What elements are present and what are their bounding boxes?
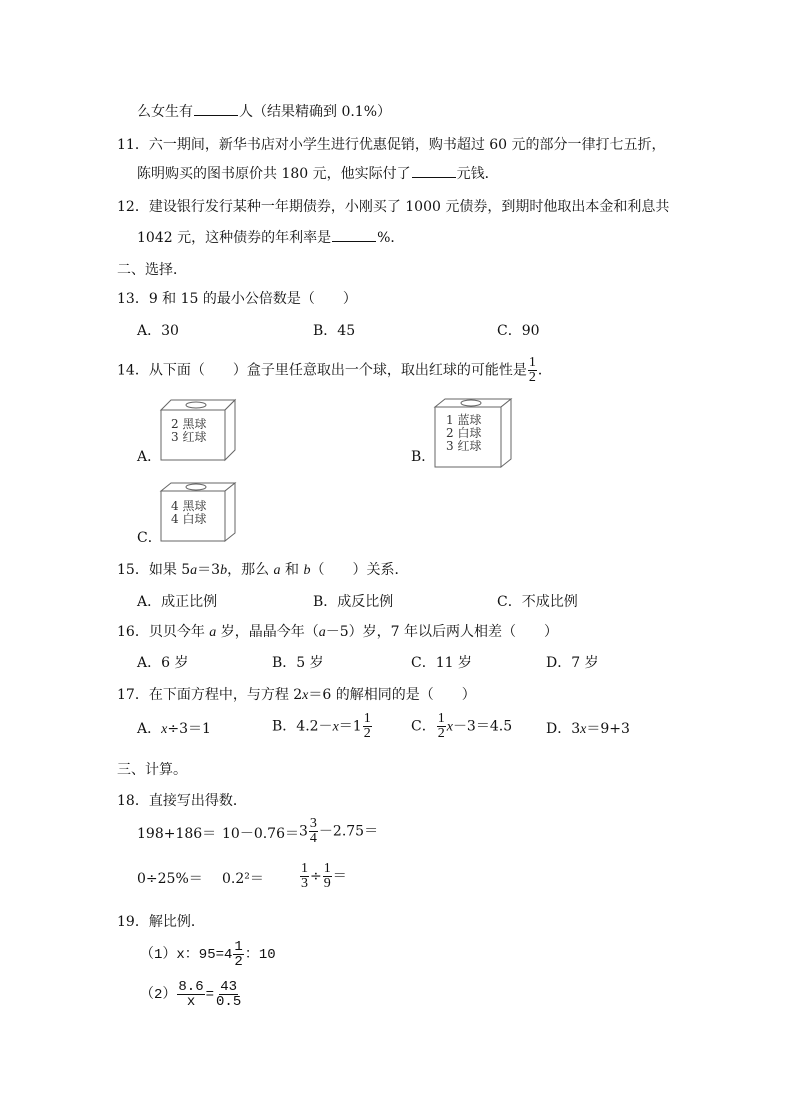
q16-option-b[interactable]: B．5 岁: [272, 655, 324, 671]
opt-label: A．: [137, 721, 162, 737]
expr-text: －2.75＝: [318, 823, 379, 840]
q17-stem: [117, 686, 476, 705]
expr-text: （2）: [140, 987, 177, 1004]
fraction: [363, 712, 372, 741]
frac-denominator: 0.5: [216, 994, 242, 1010]
box-a-label-2: 3 红球: [171, 430, 207, 444]
q16-stem: [117, 623, 558, 642]
q12-text: 1042 元，这种债券的年利率是: [137, 230, 332, 246]
frac-numerator: 1: [528, 355, 536, 370]
frac-numerator: 1: [301, 861, 308, 876]
frac-denominator: 2: [363, 726, 371, 741]
expr-text: ÷: [310, 868, 322, 885]
q11-line2: [137, 165, 499, 183]
box-b-label-3: 3 红球: [446, 439, 482, 453]
q18-expr-1: 198+186＝: [137, 826, 217, 842]
expr-text: =: [205, 987, 215, 1004]
section-heading-choice: 二、选择．: [117, 262, 187, 278]
q10-text: 么女生有: [137, 104, 193, 120]
var-x: x: [161, 722, 168, 737]
q12-line1: 12．建设银行发行某种一年期债券，小刚买了 1000 元债券，到期时他取出本金和利息共: [117, 199, 670, 215]
q14-option-a[interactable]: A．: [137, 449, 162, 465]
var-a: a: [318, 625, 326, 640]
q17-option-d[interactable]: [546, 720, 630, 739]
var-a: a: [190, 563, 198, 578]
frac-numerator: 1: [363, 711, 371, 726]
q15-text: ＝3: [197, 562, 221, 578]
q17-text: ＝6 的解相同的是（ ）: [308, 687, 476, 703]
q15-option-c[interactable]: C．不成比例: [497, 594, 578, 610]
frac-numerator: 43: [220, 979, 238, 995]
opt-label: C．: [411, 718, 436, 735]
fraction: [309, 817, 318, 846]
expr-text: ：10: [244, 947, 276, 964]
frac-denominator: 2: [234, 954, 243, 970]
var-a: a: [209, 625, 217, 640]
frac-numerator: 8.6: [178, 979, 204, 995]
q13-option-c[interactable]: C．90: [497, 323, 540, 339]
q10-text-after: 人（结果精确到 0.1%）: [239, 104, 392, 120]
fraction: [215, 980, 242, 1009]
q15-option-a[interactable]: A．成正比例: [137, 594, 218, 610]
var-a: a: [273, 563, 281, 578]
frac-denominator: 3: [301, 876, 308, 891]
opt-label: D．3: [546, 721, 581, 737]
q11-text: 陈明购买的图书原价共 180 元，他实际付了: [137, 166, 411, 182]
q17-option-c[interactable]: [411, 712, 512, 741]
q18-expr-5: 0.2²＝: [222, 871, 264, 887]
q17-option-b[interactable]: [272, 712, 373, 741]
frac-numerator: 1: [437, 711, 445, 726]
expr-text: 3: [299, 823, 308, 840]
expr-text: ＝: [332, 868, 347, 885]
q14-end: ．: [537, 362, 552, 379]
q18-expr-4: 0÷25%＝: [137, 871, 203, 887]
q15-text: 15．如果 5: [117, 562, 191, 578]
frac-numerator: 1: [323, 861, 331, 876]
var-b: b: [220, 563, 228, 578]
q18-expr-2: 10－0.76＝: [222, 826, 299, 842]
q11-blank[interactable]: [412, 165, 456, 178]
q10-blank[interactable]: [194, 103, 238, 116]
q12-text-after: %．: [377, 230, 405, 246]
q19-stem: 19．解比例．: [117, 914, 205, 930]
q15-text: （ ）关系．: [310, 562, 409, 578]
box-c-image: [159, 481, 237, 543]
q11-text-after: 元钱．: [456, 166, 499, 182]
q11-line1: 11．六一期间，新华书店对小学生进行优惠促销，购书超过 60 元的部分一律打七五折，: [117, 137, 666, 153]
q16-text: 岁，晶晶今年（: [216, 624, 319, 640]
opt-text: －3＝4.5: [452, 718, 513, 735]
var-x: x: [332, 719, 339, 735]
q16-option-c[interactable]: C．11 岁: [411, 655, 472, 671]
fraction: [300, 862, 309, 891]
fraction: [177, 980, 204, 1009]
fraction: [233, 940, 243, 969]
frac-denominator: 4: [309, 831, 317, 846]
frac-denominator: 9: [323, 876, 331, 891]
q18-expr-3: [299, 817, 378, 846]
q14-fraction: [528, 356, 537, 385]
box-a-image: [159, 398, 237, 462]
q15-text: ，那么: [227, 562, 274, 578]
opt-text: ＝9+3: [586, 721, 630, 737]
q14-stem: [117, 356, 552, 385]
frac-numerator: 3: [309, 816, 317, 831]
box-c-label-2: 4 白球: [171, 512, 207, 526]
opt-text: ÷3＝1: [167, 721, 211, 737]
q12-line2: [137, 229, 404, 247]
section-heading-calc: 三、计算。: [117, 762, 187, 778]
q17-option-a[interactable]: [137, 720, 211, 739]
q18-expr-6: [299, 862, 347, 891]
var-x: x: [446, 719, 453, 735]
q13-stem: 13．9 和 15 的最小公倍数是（ ）: [117, 291, 357, 307]
q10-tail: [137, 103, 391, 121]
q16-text: 16．贝贝今年: [117, 624, 210, 640]
opt-text: ＝1: [338, 718, 362, 735]
var-b: b: [303, 563, 311, 578]
expr-text: （1）x：95=4: [140, 947, 233, 964]
q16-option-d[interactable]: D．7 岁: [546, 655, 599, 671]
frac-numerator: 1: [234, 939, 243, 955]
q18-stem: 18．直接写出得数．: [117, 793, 247, 809]
q13-option-b[interactable]: B．45: [313, 323, 356, 339]
var-x: x: [302, 688, 309, 703]
q16-option-a[interactable]: A．6 岁: [137, 655, 189, 671]
fraction: [323, 862, 332, 891]
q17-text: 17．在下面方程中，与方程 2: [117, 687, 303, 703]
q15-stem: [117, 561, 408, 580]
box-a-label-1: 2 黑球: [171, 417, 207, 431]
q13-option-a[interactable]: A．30: [137, 323, 179, 339]
box-c-label-1: 4 黑球: [171, 499, 207, 513]
q19-part-2: [140, 980, 243, 1009]
frac-denominator: 2: [528, 370, 536, 385]
opt-label: B．4.2－: [272, 718, 333, 735]
fraction: [437, 712, 446, 741]
q14-option-b[interactable]: B．: [411, 449, 436, 465]
frac-denominator: 2: [437, 726, 445, 741]
q15-text: 和: [280, 562, 304, 578]
q15-option-b[interactable]: B．成反比例: [313, 594, 394, 610]
box-b-label-2: 2 白球: [446, 426, 482, 440]
var-x: x: [580, 722, 587, 737]
q16-text: －5）岁，7 年以后两人相差（ ）: [325, 624, 558, 640]
box-b-image: [433, 397, 513, 469]
q14-option-c[interactable]: C．: [137, 530, 162, 546]
box-b-label-1: 1 蓝球: [446, 413, 482, 427]
q14-text: 14．从下面（ ）盒子里任意取出一个球，取出红球的可能性是: [117, 362, 527, 379]
q12-blank[interactable]: [332, 229, 376, 242]
q19-part-1: [140, 940, 276, 969]
frac-denominator: x: [186, 994, 196, 1010]
